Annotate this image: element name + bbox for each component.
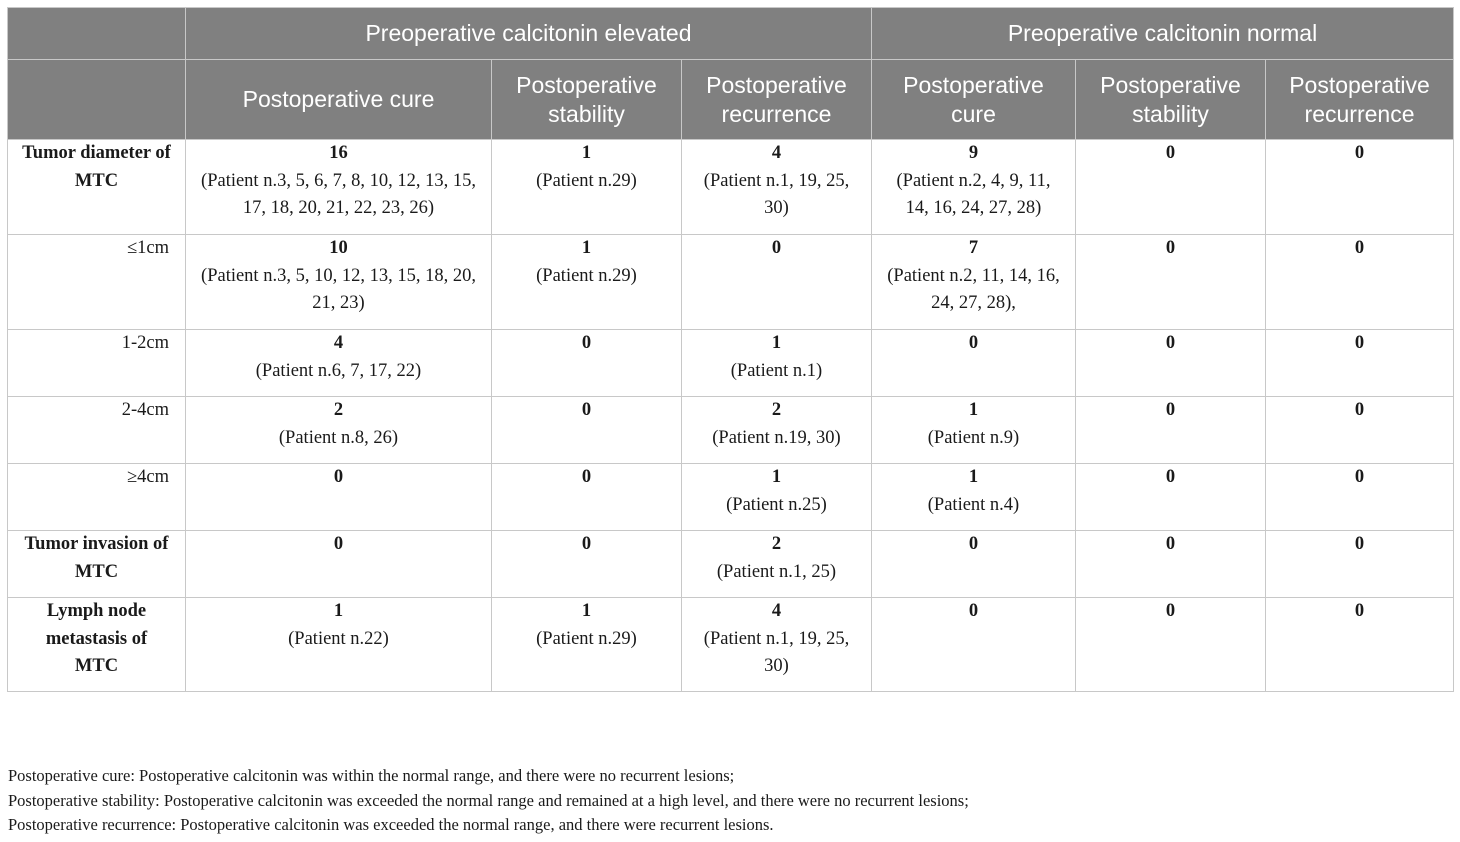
cell-patients: (Patient n.1, 25) [716, 561, 837, 582]
cell-count: 0 [1165, 143, 1176, 163]
cell-patients: (Patient n.2, 11, 14, 16, 24, 27, 28), [887, 265, 1060, 313]
cell-count: 0 [1354, 534, 1365, 554]
table-body [8, 140, 1454, 692]
cell [1076, 397, 1266, 464]
header-col-recurrence-elevated: Postoperative recurrence [682, 60, 872, 140]
table-row [8, 531, 1454, 598]
cell [492, 464, 682, 531]
footnote-stability: Postoperative stability: Postoperative calcitonin was exceeded the normal range and remained at a high level, and there were no recurrent lesions; [8, 790, 969, 810]
cell-count: 0 [1165, 400, 1176, 420]
cell [872, 598, 1076, 692]
row-label: 1-2cm [8, 330, 186, 397]
cell [1266, 330, 1454, 397]
cell-patients: (Patient n.2, 4, 9, 11, 14, 16, 24, 27, 28) [896, 170, 1051, 218]
cell-count: 0 [581, 333, 592, 353]
cell-count: 10 [329, 238, 348, 258]
cell-count: 0 [1165, 467, 1176, 487]
cell [872, 531, 1076, 598]
table-header [8, 8, 1454, 140]
cell-count: 9 [968, 143, 979, 163]
table-row [8, 235, 1454, 330]
cell [492, 330, 682, 397]
cell-count: 0 [1354, 601, 1365, 621]
cell-count: 1 [333, 601, 344, 621]
cell-count: 1 [771, 333, 782, 353]
cell-count: 4 [771, 601, 782, 621]
cell-patients: (Patient n.25) [726, 494, 827, 515]
cell [492, 140, 682, 235]
cell [1076, 140, 1266, 235]
cell-count: 1 [968, 400, 979, 420]
table-row [8, 397, 1454, 464]
cell-patients: (Patient n.8, 26) [278, 427, 399, 448]
header-corner [8, 8, 186, 60]
cell [186, 397, 492, 464]
cell-patients: (Patient n.1) [730, 360, 823, 381]
row-label: Lymph node metastasis of MTC [8, 598, 186, 692]
cell [682, 330, 872, 397]
cell [186, 140, 492, 235]
table-row [8, 140, 1454, 235]
cell-count: 2 [771, 534, 782, 554]
cell [872, 397, 1076, 464]
cell [682, 598, 872, 692]
cell-patients: (Patient n.4) [927, 494, 1020, 515]
cell-count: 0 [771, 238, 782, 258]
cell [872, 140, 1076, 235]
cell [1266, 235, 1454, 330]
cell-count: 0 [1354, 467, 1365, 487]
cell [1266, 464, 1454, 531]
cell [1076, 235, 1266, 330]
cell [682, 531, 872, 598]
cell-count: 0 [1165, 238, 1176, 258]
cell-count: 0 [1354, 143, 1365, 163]
header-col-stability-elevated: Postoperative stability [492, 60, 682, 140]
cell [682, 464, 872, 531]
cell-count: 0 [1354, 400, 1365, 420]
row-label: 2-4cm [8, 397, 186, 464]
cell [1266, 598, 1454, 692]
footnote-cure: Postoperative cure: Postoperative calcitonin was within the normal range, and there were no recurrent lesions; [8, 766, 735, 785]
cell-patients: (Patient n.3, 5, 6, 7, 8, 10, 12, 13, 15, 17, 18, 20, 21, 22, 23, 26) [201, 170, 476, 218]
header-col-recurrence-normal: Postoperative recurrence [1266, 60, 1454, 140]
cell-count: 1 [771, 467, 782, 487]
cell [682, 140, 872, 235]
cell-count: 0 [581, 400, 592, 420]
cell-count: 4 [333, 333, 344, 353]
cell-patients: (Patient n.9) [927, 427, 1020, 448]
table-row [8, 464, 1454, 531]
cell-count: 0 [968, 534, 979, 554]
cell [492, 598, 682, 692]
cell-patients: (Patient n.19, 30) [712, 427, 841, 448]
cell-patients: (Patient n.1, 19, 25, 30) [703, 170, 850, 218]
cell-count: 0 [968, 601, 979, 621]
cell-count: 0 [968, 333, 979, 353]
cell-count: 0 [1354, 333, 1365, 353]
cell [872, 464, 1076, 531]
cell-count: 2 [333, 400, 344, 420]
cell-count: 0 [1165, 534, 1176, 554]
cell [1076, 598, 1266, 692]
table-row [8, 330, 1454, 397]
cell-count: 0 [1354, 238, 1365, 258]
cell-count: 1 [581, 238, 592, 258]
row-label: ≥4cm [8, 464, 186, 531]
header-col-cure-elevated: Postoperative cure [186, 60, 492, 140]
row-label: Tumor invasion of MTC [8, 531, 186, 598]
cell-count: 16 [329, 143, 348, 163]
table-row [8, 598, 1454, 692]
cell-count: 0 [581, 467, 592, 487]
cell [492, 397, 682, 464]
cell [1076, 464, 1266, 531]
cell [1266, 531, 1454, 598]
header-corner-sub [8, 60, 186, 140]
cell-count: 1 [968, 467, 979, 487]
cell [186, 598, 492, 692]
cell-count: 0 [1165, 601, 1176, 621]
cell-patients: (Patient n.1, 19, 25, 30) [703, 628, 850, 676]
cell [186, 330, 492, 397]
cell [1076, 531, 1266, 598]
footnotes [8, 764, 969, 838]
cell [1266, 140, 1454, 235]
cell-patients: (Patient n.22) [288, 628, 389, 649]
header-col-cure-normal: Postoperative cure [872, 60, 1076, 140]
cell [1266, 397, 1454, 464]
cell-patients: (Patient n.3, 5, 10, 12, 13, 15, 18, 20, 21, 23) [201, 265, 476, 313]
cell [682, 397, 872, 464]
cell [186, 531, 492, 598]
cell-count: 0 [1165, 333, 1176, 353]
cell [872, 235, 1076, 330]
cell [492, 235, 682, 330]
cell-count: 2 [771, 400, 782, 420]
cell [1076, 330, 1266, 397]
cell-count: 1 [581, 143, 592, 163]
cell [186, 464, 492, 531]
cell-count: 7 [968, 238, 979, 258]
results-table [7, 7, 1454, 692]
header-col-stability-normal: Postoperative stability [1076, 60, 1266, 140]
row-label: Tumor diameter of MTC [8, 140, 186, 235]
cell [682, 235, 872, 330]
header-group-elevated: Preoperative calcitonin elevated [186, 8, 872, 60]
cell [872, 330, 1076, 397]
cell-patients: (Patient n.29) [536, 170, 637, 191]
cell-patients: (Patient n.29) [536, 628, 637, 649]
cell-count: 0 [333, 534, 344, 554]
cell-patients: (Patient n.29) [536, 265, 637, 286]
cell-count: 0 [333, 467, 344, 487]
cell [492, 531, 682, 598]
cell-count: 1 [581, 601, 592, 621]
cell-count: 4 [771, 143, 782, 163]
header-group-normal: Preoperative calcitonin normal [872, 8, 1454, 60]
cell-patients: (Patient n.6, 7, 17, 22) [255, 360, 422, 381]
footnote-recurrence: Postoperative recurrence: Postoperative calcitonin was exceeded the normal range, and there were recurrent lesions. [8, 815, 774, 834]
cell [186, 235, 492, 330]
row-label: ≤1cm [8, 235, 186, 330]
cell-count: 0 [581, 534, 592, 554]
